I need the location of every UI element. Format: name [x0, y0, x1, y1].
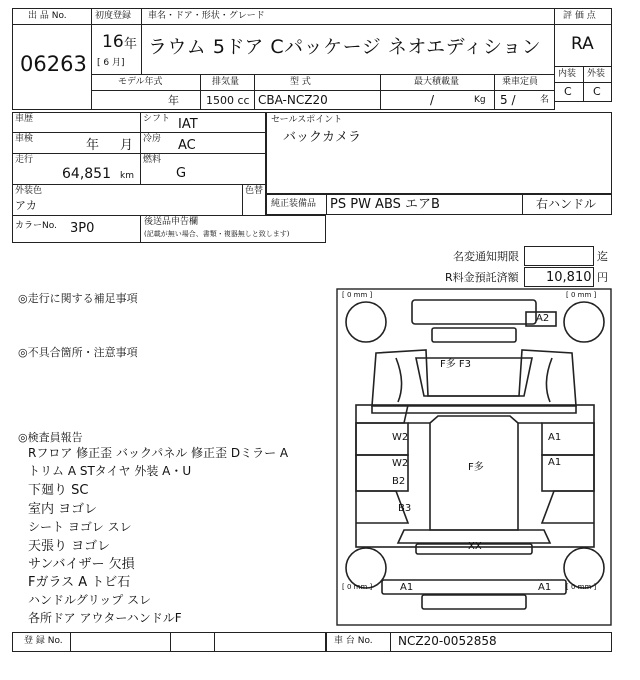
reg-year-unit: 年 — [124, 37, 138, 52]
recycle-label: R料金預託済額 — [445, 271, 519, 284]
later-doc-note: (記載が無い場合、書類・複器無しと致します) — [144, 230, 290, 238]
fuel-label: 燃料 — [143, 155, 162, 165]
exterior-value: C — [593, 85, 601, 98]
car-desc-label: 車名・ドア・形状・グレード — [148, 11, 265, 21]
mileage-value: 64,851 — [62, 166, 111, 182]
ac-label: 冷房 — [143, 134, 162, 144]
inspection-label: 車検 — [15, 134, 34, 144]
vehicle-damage-diagram — [336, 288, 612, 626]
chassis-value: NCZ20-0052858 — [398, 634, 497, 648]
fuel-value: G — [176, 166, 187, 181]
history-label: 車歴 — [15, 114, 34, 124]
inspector-line: サンバイザー 欠損 — [28, 557, 135, 572]
mileage-unit: km — [120, 171, 134, 181]
shift-value: IAT — [178, 117, 198, 132]
chassis-label: 車 台 No. — [334, 636, 373, 646]
mark-left-front-door-upper: W2 — [392, 432, 409, 443]
equipment-label: 純正装備品 — [271, 199, 317, 209]
inspector-label: ◎検査員報告 — [18, 431, 83, 444]
capacity-unit: 名 — [540, 95, 550, 105]
ac-value: AC — [178, 138, 196, 153]
inspector-line: トリム A STタイヤ 外装 A・U — [28, 464, 192, 478]
tire-rear-right — [564, 548, 604, 588]
color-no-label: カラーNo. — [15, 221, 57, 231]
interior-value: C — [564, 85, 572, 98]
inspection-month: 月 — [120, 138, 134, 153]
reg-month: [ 6 月] — [97, 58, 125, 68]
shift-label: シフト — [143, 114, 171, 124]
driving-notes-label: ◎走行に関する補足事項 — [18, 292, 138, 305]
tire-front-right — [564, 302, 604, 342]
mark-front-bumper: A2 — [536, 313, 550, 324]
lot-number: 06263 — [20, 52, 87, 76]
mark-left-rear-door-lower: B2 — [392, 476, 406, 487]
mark-windshield: F多 F3 — [440, 359, 472, 370]
rating-value: RA — [571, 34, 594, 54]
steering-value: 右ハンドル — [536, 197, 597, 211]
mark-right-front-door: A1 — [548, 432, 562, 443]
lot-label: 出 品 No. — [28, 11, 67, 21]
type-value: CBA-NCZ20 — [258, 93, 328, 107]
mark-rear-bumper-left: A1 — [400, 582, 414, 593]
exterior-label: 外装 — [587, 69, 606, 79]
mark-roof: F多 — [468, 462, 484, 473]
tire-label-front-right: [ 0 mm ] — [566, 291, 597, 299]
repaint-label: 色替 — [245, 186, 264, 196]
sales-point-value: バックカメラ — [283, 130, 362, 145]
inspector-line: ハンドルグリップ スレ — [28, 593, 152, 607]
inspector-line: Rフロア 修正歪 バックパネル 修正歪 Dミラー A — [28, 446, 289, 460]
rating-label: 評 価 点 — [563, 11, 596, 21]
displacement-label: 排気量 — [212, 77, 240, 87]
inspection-year: 年 — [86, 138, 100, 153]
capacity-value: 5 / — [500, 93, 516, 107]
mileage-label: 走行 — [15, 155, 34, 165]
name-change-box — [524, 246, 594, 266]
mark-left-rear-fender: B3 — [398, 503, 412, 514]
max-load-value: / — [430, 93, 435, 107]
type-label: 型 式 — [290, 77, 311, 87]
inspector-line: シート ヨゴレ スレ — [28, 520, 132, 534]
exterior-color-label: 外装色 — [15, 186, 43, 196]
exterior-color-value: アカ — [15, 199, 37, 212]
max-load-unit: Kg — [474, 95, 486, 105]
tire-front-left — [346, 302, 386, 342]
tire-label-front-left: [ 0 mm ] — [342, 291, 373, 299]
later-doc-label: 後送品申告欄 — [144, 217, 199, 227]
name-change-label: 名変通知期限 — [453, 250, 519, 263]
mark-rear-bumper-right: A1 — [538, 582, 552, 593]
inspector-line: 天張り ヨゴレ — [28, 539, 111, 554]
registration-label: 登 録 No. — [24, 636, 63, 646]
mark-rear-hatch: XX — [468, 541, 482, 552]
mark-right-rear-door: A1 — [548, 457, 562, 468]
name-change-suffix: 迄 — [597, 250, 608, 263]
sales-point-label: セールスポイント — [271, 115, 343, 125]
inspector-line: 下廻り SC — [28, 483, 89, 498]
tire-label-rear-left: [ 0 mm ] — [342, 583, 373, 591]
model-year-label: モデル年式 — [118, 77, 163, 87]
tire-label-rear-right: [ 0 mm ] — [566, 583, 597, 591]
inspector-line: Fガラス A トビ石 — [28, 575, 131, 590]
tire-rear-left — [346, 548, 386, 588]
recycle-value: 10,810 — [546, 270, 592, 285]
max-load-label: 最大積載量 — [414, 77, 460, 87]
mark-left-rear-door-upper: W2 — [392, 458, 409, 469]
inspector-line: 室内 ヨゴレ — [28, 502, 98, 517]
recycle-unit: 円 — [597, 271, 608, 284]
inspector-line: 各所ドア アウターハンドルF — [28, 611, 182, 625]
capacity-label: 乗車定員 — [502, 77, 539, 87]
displacement-value: 1500 cc — [206, 94, 250, 107]
interior-label: 内装 — [558, 69, 577, 79]
equipment-value: PS PW ABS エアB — [330, 197, 440, 212]
car-name: ラウム 5ドア Cパッケージ ネオエディション — [148, 36, 542, 58]
first-reg-label: 初度登録 — [95, 11, 132, 21]
spec-box — [12, 112, 266, 216]
model-year-unit: 年 — [168, 94, 179, 107]
color-no-value: 3P0 — [70, 221, 95, 236]
reg-year: 16 — [102, 32, 124, 52]
defects-label: ◎不具合箇所・注意事項 — [18, 346, 138, 359]
